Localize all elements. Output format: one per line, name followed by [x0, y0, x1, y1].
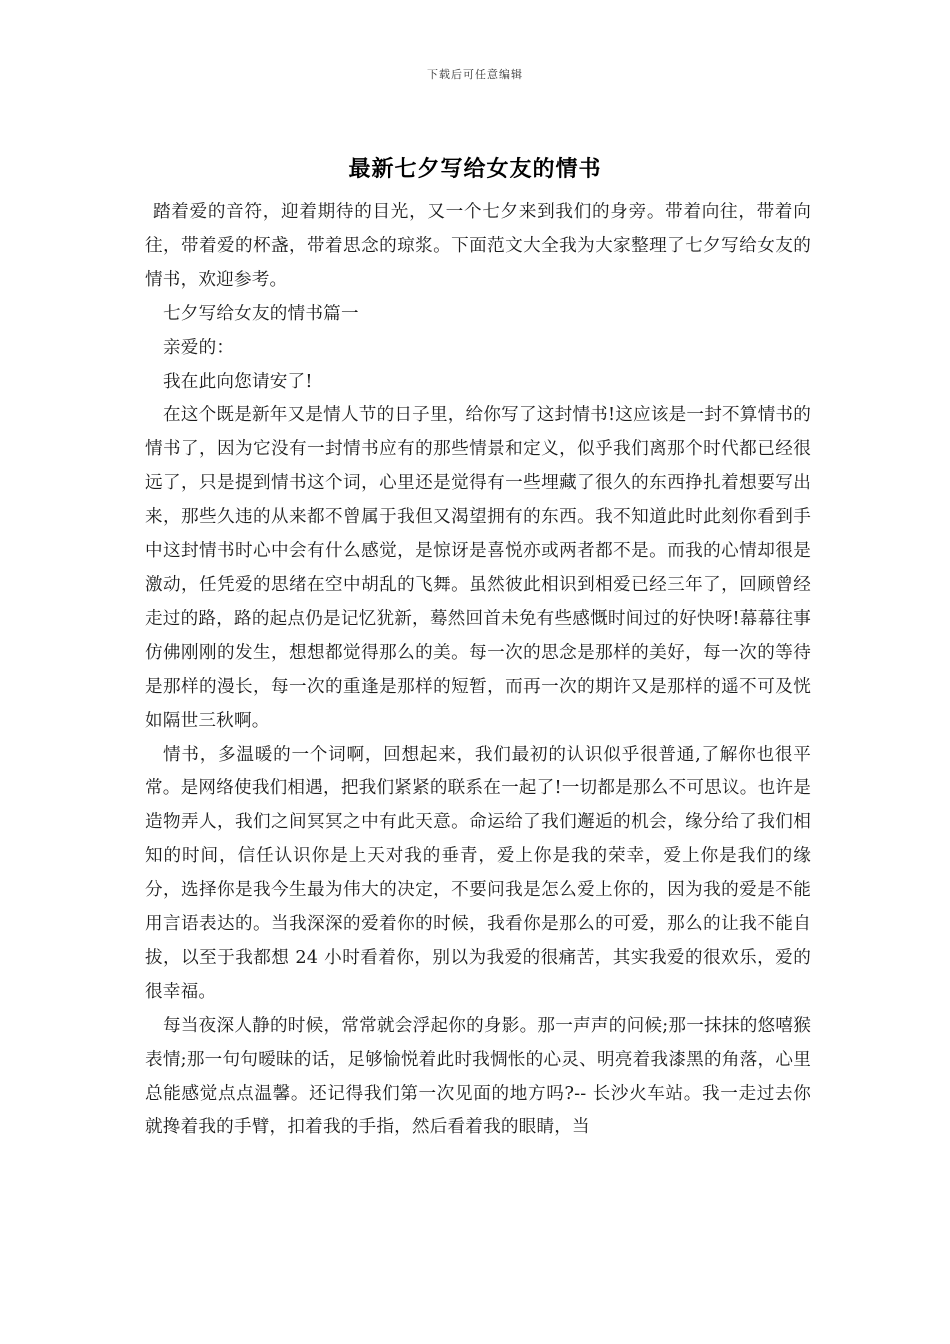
document-title: 最新七夕写给女友的情书: [348, 156, 602, 182]
header-note: 下载后可任意编辑: [427, 68, 523, 81]
body-paragraph: 在这个既是新年又是情人节的日子里，给你写了这封情书!这应该是一封不算情书的情书了，因为它没有一封情书应有的那些情景和定义，似乎我们离那个时代都已经很远了，只是提到情书这个词，心里还是觉得有一些埋藏了很久的东西挣扎着想要写出来，那些久违的从来都不曾属于我但又渴望拥有的东西。我不知道此时此刻你看到手中这封情书时心中会有什么感觉，是惊讶是喜悦亦或两者都不是。而我的心情却很是激动，任凭爱的思绪在空中胡乱的飞舞。虽然彼此相识到相爱已经三年了，回顾曾经走过的路，路的起点仍是记忆犹新，蓦然回首未免有些感慨时间过的好快呀!幕幕往事仿佛刚刚的发生，想想都觉得那么的美。每一次的思念是那样的美好，每一次的等待是那样的漫长，每一次的重逢是那样的短暂，而再一次的期许又是那样的遥不可及恍如隔世三秋啊。: [145, 405, 811, 731]
intro-paragraph: 踏着爱的音符，迎着期待的目光，又一个七夕来到我们的身旁。带着向往，带着向往，带着爱的杯盏，带着思念的琼浆。下面范文大全我为大家整理了七夕写给女友的情书，欢迎参考。: [145, 202, 811, 290]
salutation: 亲爱的：: [163, 337, 235, 358]
body-paragraph: 每当夜深人静的时候，常常就会浮起你的身影。那一声声的问候;那一抹抹的悠嘻猴表情;那一句句暧昧的话，足够愉悦着此时我惆怅的心灵、明亮着我漆黑的角落，心里总能感觉点点温馨。还记得我们第一次见面的地方吗?-- 长沙火车站。我一走过去你就搀着我的手臂，扣着我的手指，然后看着我的眼睛，当: [145, 1015, 811, 1138]
greeting-line: 我在此向您请安了!: [163, 371, 313, 392]
section-heading: 七夕写给女友的情书篇一: [163, 303, 359, 324]
document-body: [145, 196, 811, 1145]
body-paragraph: 情书，多温暖的一个词啊，回想起来，我们最初的认识似乎很普通,了解你也很平常。是网络使我们相遇，把我们紧紧的联系在一起了!一切都是那么不可思议。也许是造物弄人，我们之间冥冥之中有此天意。命运给了我们邂逅的机会，缘分给了我们相知的时间，信任认识你是上天对我的垂青，爱上你是我的荣幸，爱上你是我们的缘分，选择你是我今生最为伟大的决定，不要问我是怎么爱上你的，因为我的爱是不能用言语表达的。当我深深的爱着你的时候，我看你是那么的可爱，那么的让我不能自拔，以至于我都想 24 小时看着你，别以为我爱的很痛苦，其实我爱的很欢乐，爱的很幸福。: [145, 744, 811, 1002]
